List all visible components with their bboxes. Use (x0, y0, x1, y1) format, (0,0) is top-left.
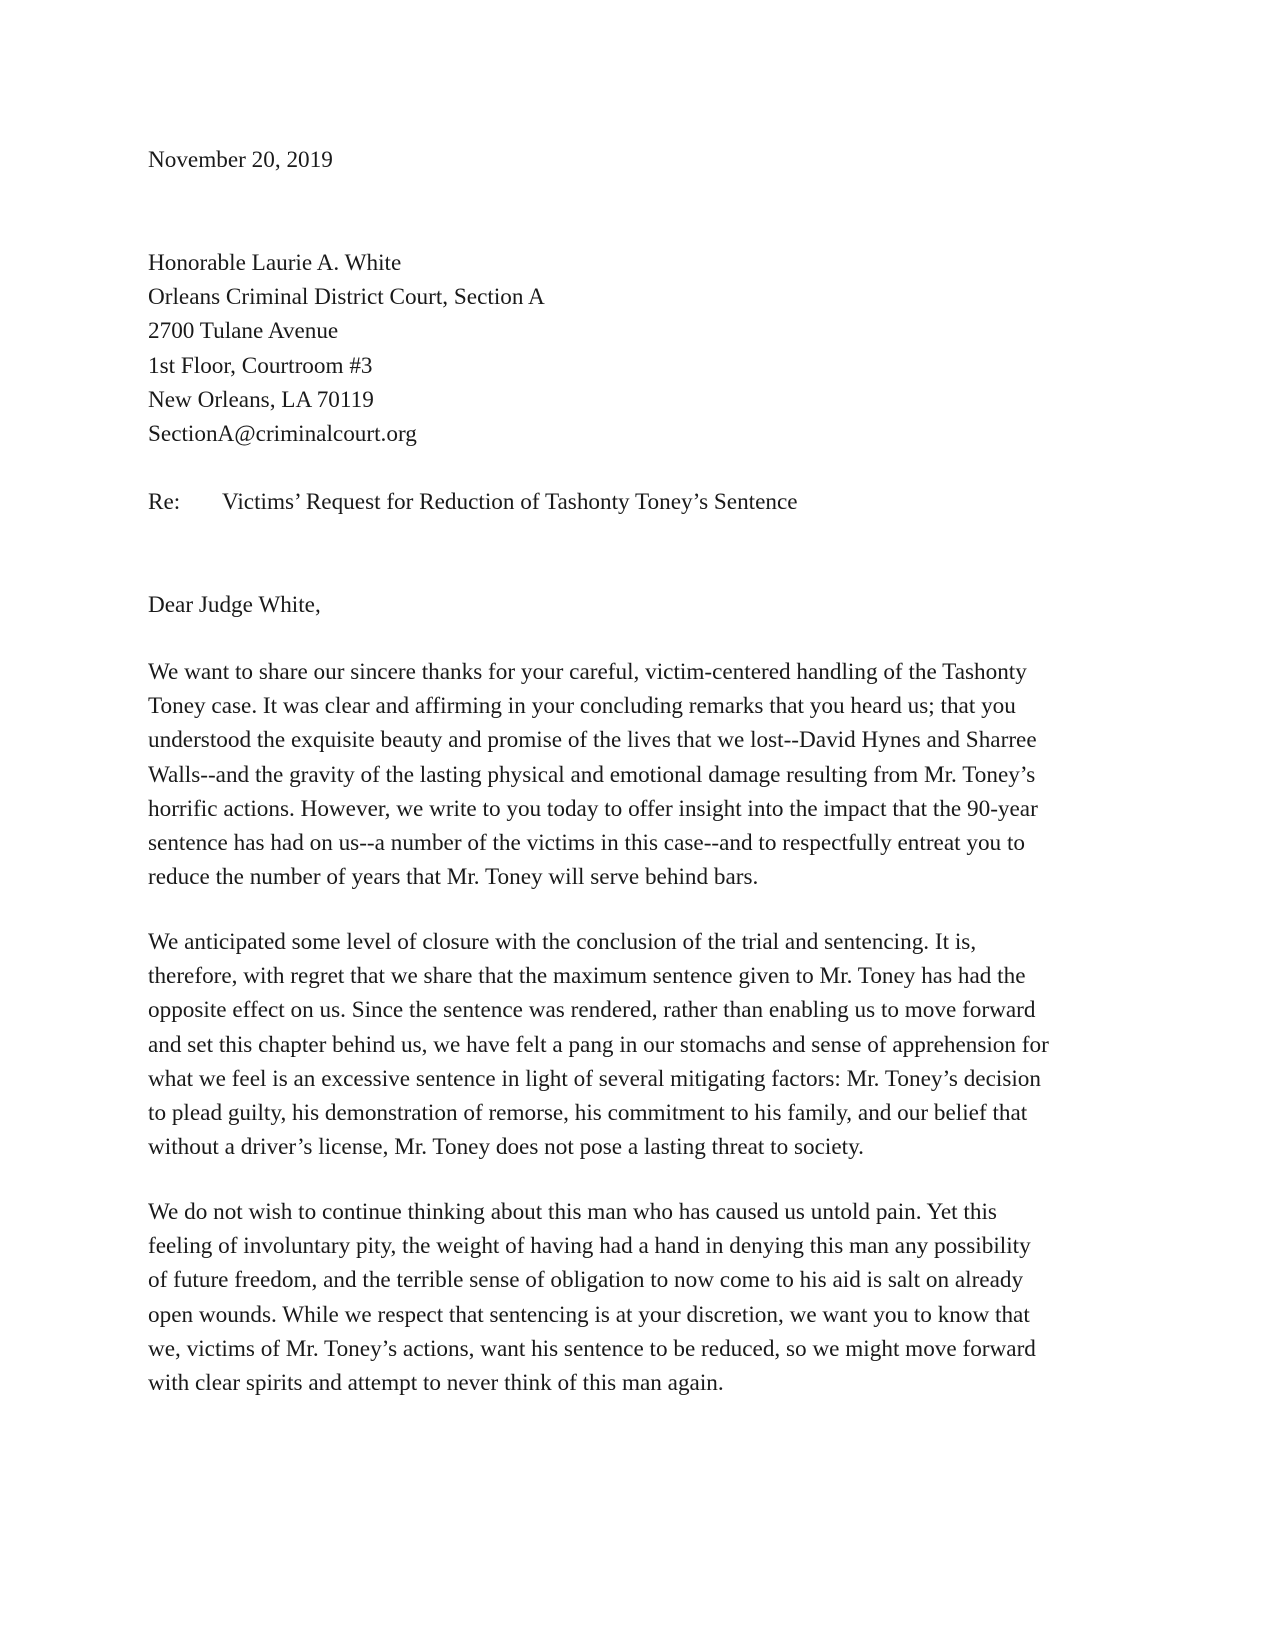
paragraph-line: and set this chapter behind us, we have felt a pang in our stomachs and sense of apprehension for (148, 1031, 1049, 1058)
paragraph-line: We anticipated some level of closure with the conclusion of the trial and sentencing. It is, (148, 929, 977, 955)
paragraph-line: what we feel is an excessive sentence in light of several mitigating factors: Mr. Toney’s decision (148, 1065, 1041, 1092)
paragraph-line: reduce the number of years that Mr. Toney will serve behind bars. (148, 864, 759, 891)
subject-text: Victims’ Request for Reduction of Tashonty Toney’s Sentence (222, 489, 798, 515)
recipient-email: SectionA@criminalcourt.org (148, 421, 417, 448)
paragraph-line: to plead guilty, his demonstration of remorse, his commitment to his family, and our belief that (148, 1100, 1028, 1127)
paragraph-line: sentence has had on us--a number of the victims in this case--and to respectfully entreat you to (148, 830, 1025, 857)
recipient-court: Orleans Criminal District Court, Section A (148, 284, 545, 311)
paragraph-line: We want to share our sincere thanks for your careful, victim-centered handling of the Tashonty (148, 659, 1027, 685)
paragraph-2 (148, 925, 1128, 1164)
salutation: Dear Judge White, (148, 592, 321, 618)
recipient-room: 1st Floor, Courtroom #3 (148, 352, 373, 379)
paragraph-line: understood the exquisite beauty and promise of the lives that we lost--David Hynes and Sharree (148, 727, 1037, 754)
paragraph-line: without a driver’s license, Mr. Toney does not pose a lasting threat to society. (148, 1134, 864, 1161)
paragraph-line: with clear spirits and attempt to never think of this man again. (148, 1370, 724, 1397)
recipient-address (148, 246, 1128, 451)
paragraph-1 (148, 655, 1128, 894)
paragraph-line: We do not wish to continue thinking about this man who has caused us untold pain. Yet this (148, 1199, 997, 1225)
paragraph-line: Toney case. It was clear and affirming in your concluding remarks that you heard us; that you (148, 693, 1016, 720)
letter-date: November 20, 2019 (148, 147, 333, 173)
subject-line (148, 485, 1128, 519)
paragraph-line: opposite effect on us. Since the sentence was rendered, rather than enabling us to move forward (148, 997, 1036, 1024)
paragraph-line: feeling of involuntary pity, the weight of having had a hand in denying this man any possibility (148, 1233, 1031, 1260)
paragraph-line: therefore, with regret that we share that the maximum sentence given to Mr. Toney has had the (148, 963, 1026, 990)
paragraph-line: we, victims of Mr. Toney’s actions, want his sentence to be reduced, so we might move forward (148, 1335, 1036, 1362)
paragraph-line: horrific actions. However, we write to you today to offer insight into the impact that the 90-year (148, 795, 1038, 822)
paragraph-3 (148, 1195, 1128, 1400)
subject-label: Re: (148, 489, 181, 515)
paragraph-line: open wounds. While we respect that sentencing is at your discretion, we want you to know that (148, 1301, 1030, 1328)
recipient-name: Honorable Laurie A. White (148, 250, 402, 276)
paragraph-line: Walls--and the gravity of the lasting physical and emotional damage resulting from Mr. Toney’s (148, 761, 1036, 788)
recipient-city: New Orleans, LA 70119 (148, 386, 374, 413)
recipient-street: 2700 Tulane Avenue (148, 318, 339, 345)
paragraph-line: of future freedom, and the terrible sense of obligation to now come to his aid is salt on already (148, 1267, 1024, 1294)
